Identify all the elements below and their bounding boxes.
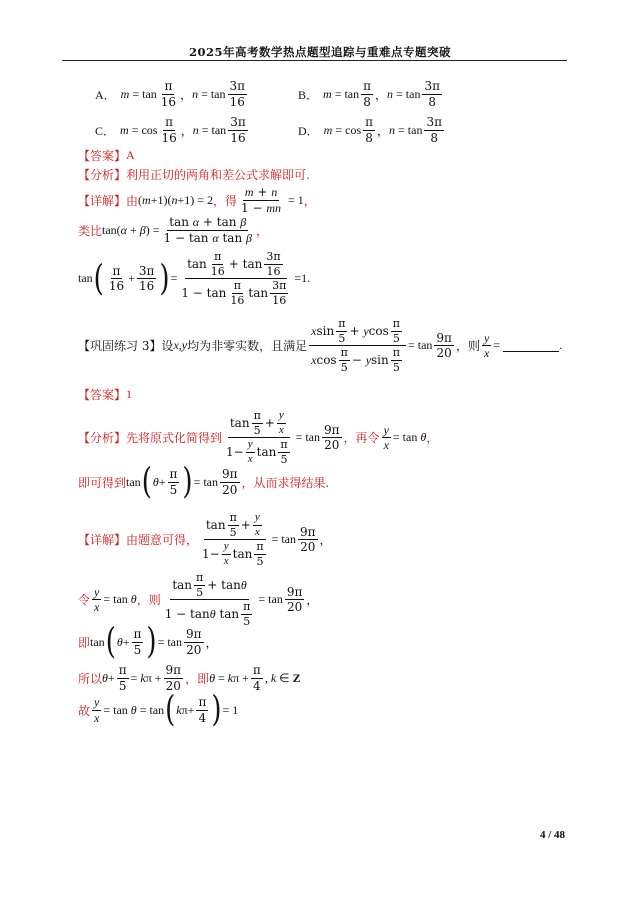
analysis-2: 【分析】 先将原式化简得到 tan $\frac{\pi}{5}$ + $\frac{y}{x}$ 1− $\frac{y}{x}$ tan $\frac{\pi}{5}$ = tan $\frac{9\pi}{20}$ ，再令 $\frac{y}{x}$ = tan θ ， <box>78 409 439 466</box>
detail-2-let-mid: ，则 <box>136 593 161 608</box>
answer-2 <box>78 386 132 403</box>
option-b-letter: B． <box>298 87 319 102</box>
exercise-3: 【巩固练习 3】 设 x , y 均为非零实数，且满足 x sin $\frac{\pi}{5}$ + y cos $\frac{\pi}{5}$ x cos $\frac{\pi}{5}$ − y sin $\frac{\pi}{5}$ = tan $\frac{9\pi}{20}$ ，则 $\frac{y}{x}$ = . <box>78 317 563 374</box>
analogy-line: 类比 tan(α + β) = tan α + tan β 1 − tan α tan β ， <box>78 215 269 245</box>
tan-sum-computation: tan ( $\frac{\pi}{16}$ + $\frac{3\pi}{16}$ ) = tan $\frac{\pi}{16}$ + tan $\frac{3\pi}{16}$ 1 − tan $\frac{\pi}{16}$ tan $\frac{3\pi}{16}$ =1. <box>78 250 311 307</box>
detail-1-label: 【详解】 <box>78 193 127 208</box>
detail-2: 【详解】 由题意可得， tan $\frac{\pi}{5}$ + $\frac{y}{x}$ 1− $\frac{y}{x}$ tan $\frac{\pi}{5}$ = tan $\frac{9\pi}{20}$ ， <box>78 511 332 568</box>
analogy-text: 类比 <box>78 223 103 238</box>
page-number: 4 / 48 <box>540 829 566 841</box>
analysis-2-label: 【分析】 <box>78 431 127 446</box>
option-a-letter: A． <box>95 87 116 102</box>
answer-1 <box>78 147 135 164</box>
analysis-2-line-2-suffix: ，从而求得结果. <box>241 475 330 490</box>
analysis-1-label: 【分析】 <box>78 168 127 182</box>
detail-2-hence-prefix: 故 <box>78 703 91 718</box>
detail-1: 【详解】 由 (m+1)(n+1) = 2 ，得 m + n 1 − mn = 1 ， <box>78 185 316 215</box>
option-d-letter: D． <box>298 123 319 138</box>
detail-1-prefix: 由 <box>126 193 139 208</box>
header-divider <box>62 60 567 61</box>
exercise-3-text-3: ，则 <box>455 339 480 354</box>
answer-1-value: A <box>126 148 135 162</box>
exercise-3-label: 【巩固练习 3】 <box>78 339 162 354</box>
detail-2-so-prefix: 所以 <box>78 671 103 686</box>
detail-1-mid: ，得 <box>213 193 238 208</box>
answer-2-label: 【答案】 <box>78 388 127 402</box>
detail-1-suffix: ， <box>303 193 316 208</box>
answer-1-label: 【答案】 <box>78 149 127 163</box>
option-b: B． m = tan $\frac{\pi}{8}$ ， n = tan $\frac{3\pi}{8}$ <box>298 79 440 109</box>
option-a: A． m = tan $\frac{\pi}{16}$ ， n = tan $\frac{3\pi}{16}$ <box>95 79 246 109</box>
page-header-title: 2025年高考数学热点题型追踪与重难点专题突破 <box>188 45 451 59</box>
option-c-letter: C． <box>95 123 116 138</box>
detail-2-hence: 故 $\frac{y}{x}$ = tan θ = tan ( k π+ $\frac{\pi}{4}$ ) = 1 <box>78 689 239 731</box>
analysis-1 <box>78 166 310 183</box>
answer-blank <box>503 340 559 352</box>
exercise-3-text-2: 均为非零实数，且满足 <box>187 339 308 354</box>
option-d: D． m = cos $\frac{\pi}{8}$ ， n = tan $\frac{3\pi}{8}$ <box>298 115 442 145</box>
analysis-2-text-1: 先将原式化简得到 <box>126 431 223 446</box>
analogy-suffix: ， <box>256 223 269 238</box>
detail-2-label: 【详解】 <box>78 533 127 548</box>
analysis-1-text: 利用正切的两角和差公式求解即可. <box>126 168 310 182</box>
analysis-2-line-2: 即可得到 tan ( θ + $\frac{\pi}{5}$ ) = tan $\frac{9\pi}{20}$ ，从而求得结果. <box>78 461 330 503</box>
detail-2-so: 所以 θ + $\frac{\pi}{5}$ = kπ + $\frac{9\pi}{20}$ ，即 θ = kπ + $\frac{\pi}{4}$ , k ∈ Z <box>78 663 301 693</box>
detail-2-let: 令 $\frac{y}{x}$ = tan θ ，则 tan $\frac{\pi}{5}$ + tan θ 1 − tan θ tan $\frac{\pi}{5}$ = tan $\frac{9\pi}{20}$ ， <box>78 571 319 628</box>
answer-2-value: 1 <box>126 387 133 401</box>
detail-2-then-prefix: 即 <box>78 635 91 650</box>
option-c: C． m = cos $\frac{\pi}{16}$ ， n = tan $\frac{3\pi}{16}$ <box>95 115 246 145</box>
analysis-2-text-2: ，再令 <box>343 431 380 446</box>
detail-2-so-mid: ，即 <box>185 671 210 686</box>
detail-2-then: 即 tan ( θ + $\frac{\pi}{5}$ ) = tan $\frac{9\pi}{20}$ ， <box>78 621 218 663</box>
detail-2-let-prefix: 令 <box>78 593 91 608</box>
detail-2-text: 由题意可得， <box>126 533 199 548</box>
analysis-2-line-2-prefix: 即可得到 <box>78 475 127 490</box>
exercise-3-text-1: 设 <box>161 339 174 354</box>
analysis-2-text-3: ， <box>426 431 439 446</box>
